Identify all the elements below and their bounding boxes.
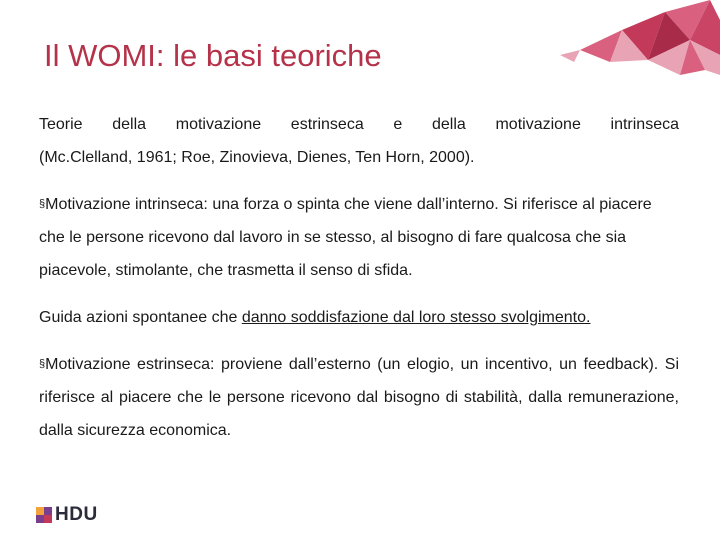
slide-title: Il WOMI: le basi teoriche: [44, 38, 382, 73]
intrinsic-text: una forza o spinta che viene dall’interno. Si riferisce al piacere che le persone ricevono dal lavoro in se stesso, al bisogno di fare qualcosa che sia piacevole, stimolante, che trasmetta il senso di sfida.: [39, 196, 652, 279]
hdu-logo-mark-icon: [36, 507, 52, 523]
extrinsic-term: Motivazione estrinseca:: [45, 356, 215, 373]
guide-paragraph: [39, 301, 679, 334]
hdu-logo: [36, 505, 116, 525]
intro-line-1: Teorie della motivazione estrinseca e della motivazione intrinseca: [39, 116, 679, 133]
bullet-icon: §: [39, 358, 46, 370]
extrinsic-paragraph: [39, 348, 679, 447]
intrinsic-term: Motivazione intrinseca:: [45, 196, 208, 213]
slide-body: [39, 108, 679, 447]
intrinsic-paragraph: [39, 188, 679, 287]
intro-line-2: (Mc.Clelland, 1961; Roe, Zinovieva, Dienes, Ten Horn, 2000).: [39, 149, 475, 166]
guide-underlined: danno soddisfazione dal loro stesso svolgimento.: [241, 309, 591, 326]
guide-prefix: Guida azioni spontanee che: [39, 309, 242, 326]
decorative-polygons: [560, 0, 720, 100]
hdu-logo-text: HDU: [55, 504, 98, 525]
bullet-icon: §: [39, 198, 46, 210]
extrinsic-text: proviene dall’esterno (un elogio, un incentivo, un feedback). Si riferisce al piacere che le persone ricevono dal bisogno di stabilità, dalla remunerazione, dalla sicurezza economica.: [39, 356, 680, 439]
deco-triangle-10: [560, 50, 580, 62]
